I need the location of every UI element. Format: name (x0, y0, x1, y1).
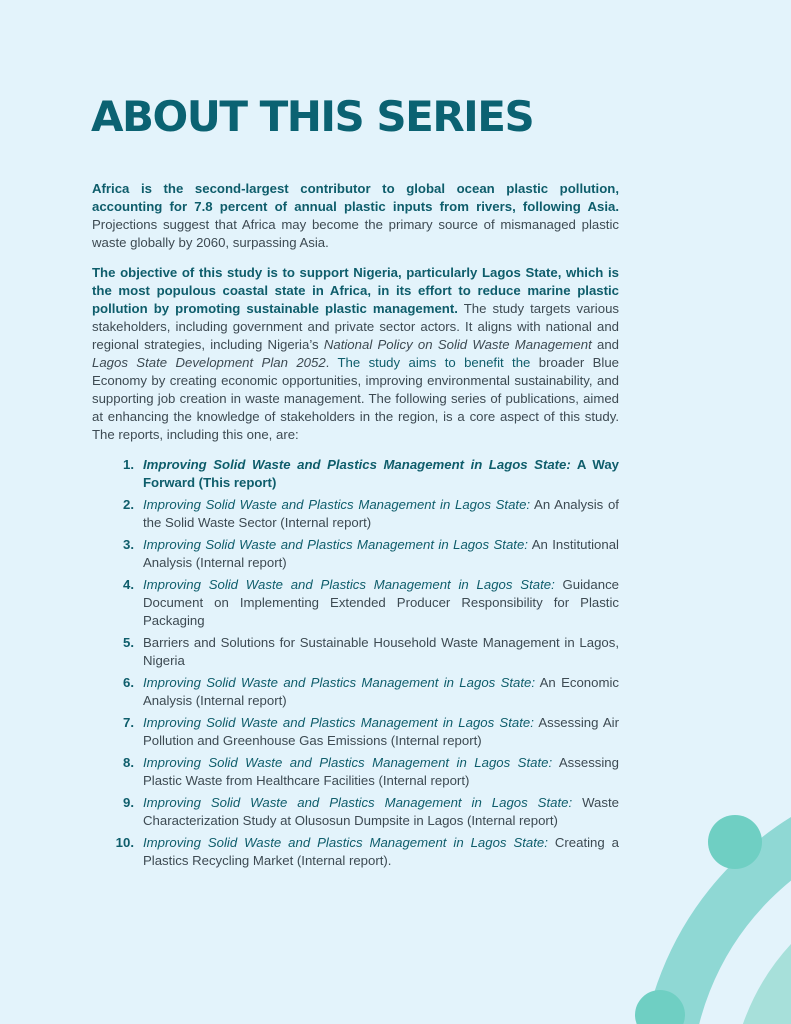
series-item-subtitle: An Economic Analysis (Internal report) (143, 675, 619, 708)
intro-rest: Projections suggest that Africa may become the primary source of mismanaged plastic waste globally by 2060, surpassing Asia. (92, 217, 619, 250)
series-item-title: Improving Solid Waste and Plastics Management in Lagos State: (143, 715, 534, 730)
series-item-subtitle: Creating a Plastics Recycling Market (Internal report). (143, 835, 619, 868)
series-item-title: Improving Solid Waste and Plastics Management in Lagos State: (143, 755, 553, 770)
series-item-text (143, 714, 619, 750)
series-item-number: 10. (115, 835, 134, 850)
series-item-text (143, 456, 619, 492)
series-item-title: Improving Solid Waste and Plastics Management in Lagos State: (143, 577, 555, 592)
series-item (92, 754, 619, 790)
series-item-text (143, 634, 619, 670)
series-item (92, 674, 619, 710)
series-item-title: Improving Solid Waste and Plastics Management in Lagos State: (143, 675, 536, 690)
decorative-arcs (620, 760, 791, 1024)
series-item-number: 7. (123, 715, 134, 730)
series-item-text (143, 754, 619, 790)
objective-paragraph (92, 264, 619, 444)
series-item-subtitle: Guidance Document on Implementing Extended Producer Responsibility for Plastic Packaging (143, 577, 619, 628)
series-item-number: 5. (123, 635, 134, 650)
policy-title: National Policy on Solid Waste Management (323, 337, 592, 352)
intro-lead: Africa is the second-largest contributor to global ocean plastic pollution, accounting for 7.8 percent of annual plastic inputs from rivers, following Asia. (92, 181, 619, 214)
inner-arc (755, 895, 791, 1024)
series-item-subtitle: Barriers and Solutions for Sustainable Household Waste Management in Lagos, Nigeria (143, 635, 619, 668)
series-item-title: Improving Solid Waste and Plastics Management in Lagos State: (143, 835, 548, 850)
series-item-title: Improving Solid Waste and Plastics Management in Lagos State: (143, 537, 528, 552)
series-item-text (143, 536, 619, 572)
series-item-subtitle: Assessing Plastic Waste from Healthcare Facilities (Internal report) (143, 755, 619, 788)
series-item-subtitle: A Way Forward (This report) (143, 457, 619, 490)
body-content (92, 180, 619, 874)
objective-period: . (325, 355, 330, 370)
series-item-number: 3. (123, 537, 134, 552)
series-item-text (143, 674, 619, 710)
page-title: ABOUT THIS SERIES (91, 92, 534, 141)
series-item (92, 536, 619, 572)
series-list (92, 456, 619, 870)
series-item-title: Improving Solid Waste and Plastics Management in Lagos State: (143, 457, 571, 472)
series-item-number: 9. (123, 795, 134, 810)
series-item-subtitle: An Analysis of the Solid Waste Sector (Internal report) (143, 497, 619, 530)
objective-text-1: The study targets various stakeholders, including government and private sector actors. It aligns with national and regional strategies, including Nigeria’s (92, 301, 619, 352)
series-item-number: 2. (123, 497, 134, 512)
series-item (92, 456, 619, 492)
series-item-text (143, 496, 619, 532)
series-item (92, 496, 619, 532)
objective-aim: The study aims to benefit the (329, 355, 531, 370)
series-item-subtitle: Assessing Air Pollution and Greenhouse Gas Emissions (Internal report) (143, 715, 619, 748)
intro-paragraph (92, 180, 619, 252)
series-item-number: 1. (123, 457, 134, 472)
series-item-number: 8. (123, 755, 134, 770)
series-item-number: 6. (123, 675, 134, 690)
series-item-number: 4. (123, 577, 134, 592)
objective-text-2: broader Blue Economy by creating economic opportunities, improving environmental sustainability, and supporting job creation in waste management. The following series of publications, aimed at enhancing the knowledge of stakeholders in the region, is a core aspect of this study. The reports, including this one, are: (92, 355, 619, 442)
series-item-title: Improving Solid Waste and Plastics Management in Lagos State: (143, 497, 531, 512)
series-item-text (143, 576, 619, 630)
series-item-subtitle: An Institutional Analysis (Internal report) (143, 537, 619, 570)
series-item (92, 714, 619, 750)
series-item-subtitle: Waste Characterization Study at Olusosun Dumpsite in Lagos (Internal report) (143, 795, 619, 828)
series-item-text (143, 794, 619, 830)
objective-lead: The objective of this study is to support Nigeria, particularly Lagos State, which is the most populous coastal state in Africa, in its effort to reduce marine plastic pollution by promoting sustainable plastic management. (92, 265, 619, 316)
series-item (92, 794, 619, 830)
series-item-title: Improving Solid Waste and Plastics Management in Lagos State: (143, 795, 573, 810)
series-item (92, 576, 619, 630)
objective-and: and (591, 337, 619, 352)
arc-cap (708, 815, 762, 869)
series-item (92, 834, 619, 870)
series-item (92, 634, 619, 670)
plan-title: Lagos State Development Plan 2052 (92, 355, 326, 370)
series-item-text (143, 834, 619, 870)
